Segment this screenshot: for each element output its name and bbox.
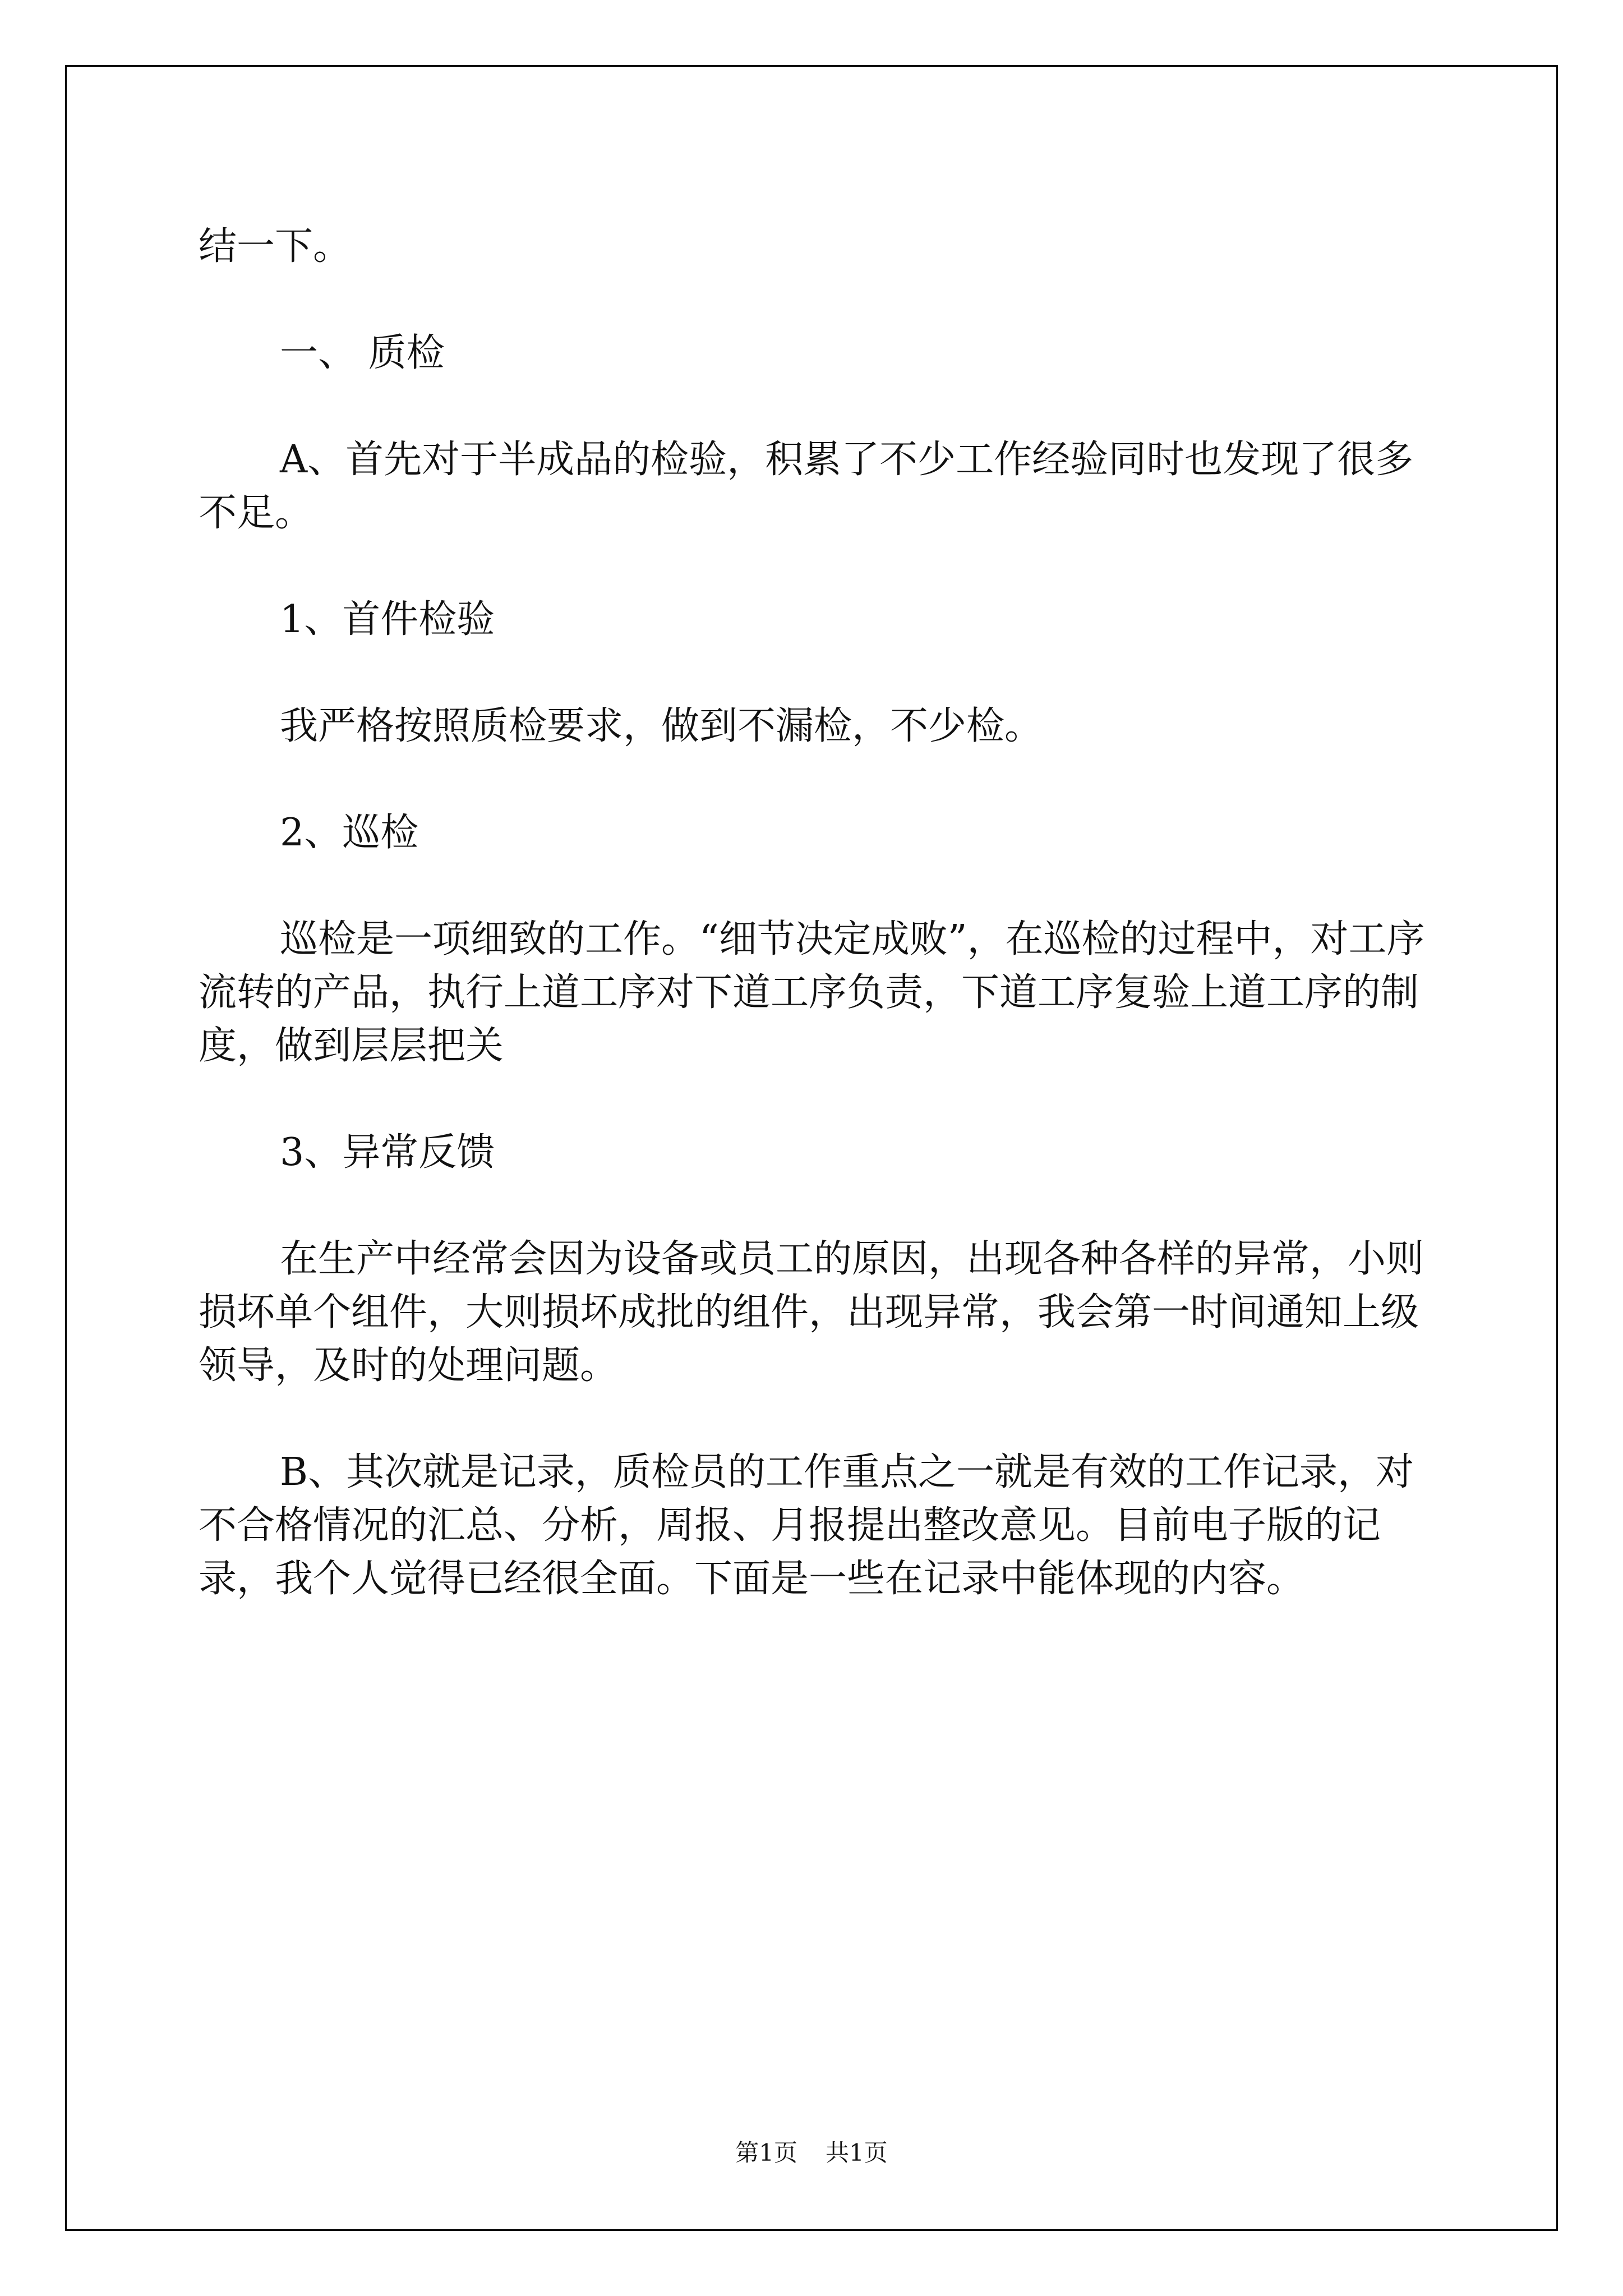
subheading-exception-feedback: 3、异常反馈	[280, 1130, 495, 1175]
subheading-first-article-inspection: 1、首件检验	[280, 597, 495, 642]
document-body	[199, 220, 1438, 1659]
page-number-total: 共1页	[826, 2139, 888, 2166]
paragraph-patrol-inspection: 巡检是一项细致的工作。“细节决定成败”，在巡检的过程中，对工序流转的产品，执行上道工序对下道工序负责，下道工序复验上道工序的制度，做到层层把关	[199, 917, 1425, 1068]
paragraph-semi-finished-inspection: A、首先对于半成品的检验，积累了不少工作经验同时也发现了很多不足。	[199, 438, 1414, 535]
paragraph-exception-feedback: 在生产中经常会因为设备或员工的原因，出现各种各样的异常，小则损坏单个组件，大则损坏成批的组件，出现异常，我会第一时间通知上级领导，及时的处理问题。	[199, 1237, 1424, 1388]
paragraph-continuation: 结一下。	[199, 224, 352, 269]
page-number-current: 第1页	[735, 2139, 797, 2166]
section-heading-quality-inspection: 一、 质检	[280, 331, 445, 375]
subheading-patrol-inspection: 2、巡检	[280, 811, 419, 855]
page-footer	[0, 2134, 1623, 2168]
paragraph-records: B、其次就是记录，质检员的工作重点之一就是有效的工作记录，对不合格情况的汇总、分析，周报、月报提出整改意见。目前电子版的记录，我个人觉得已经很全面。下面是一些在记录中能体现的内容。	[199, 1450, 1414, 1601]
paragraph-first-article: 我严格按照质检要求，做到不漏检，不少检。	[280, 704, 1043, 748]
